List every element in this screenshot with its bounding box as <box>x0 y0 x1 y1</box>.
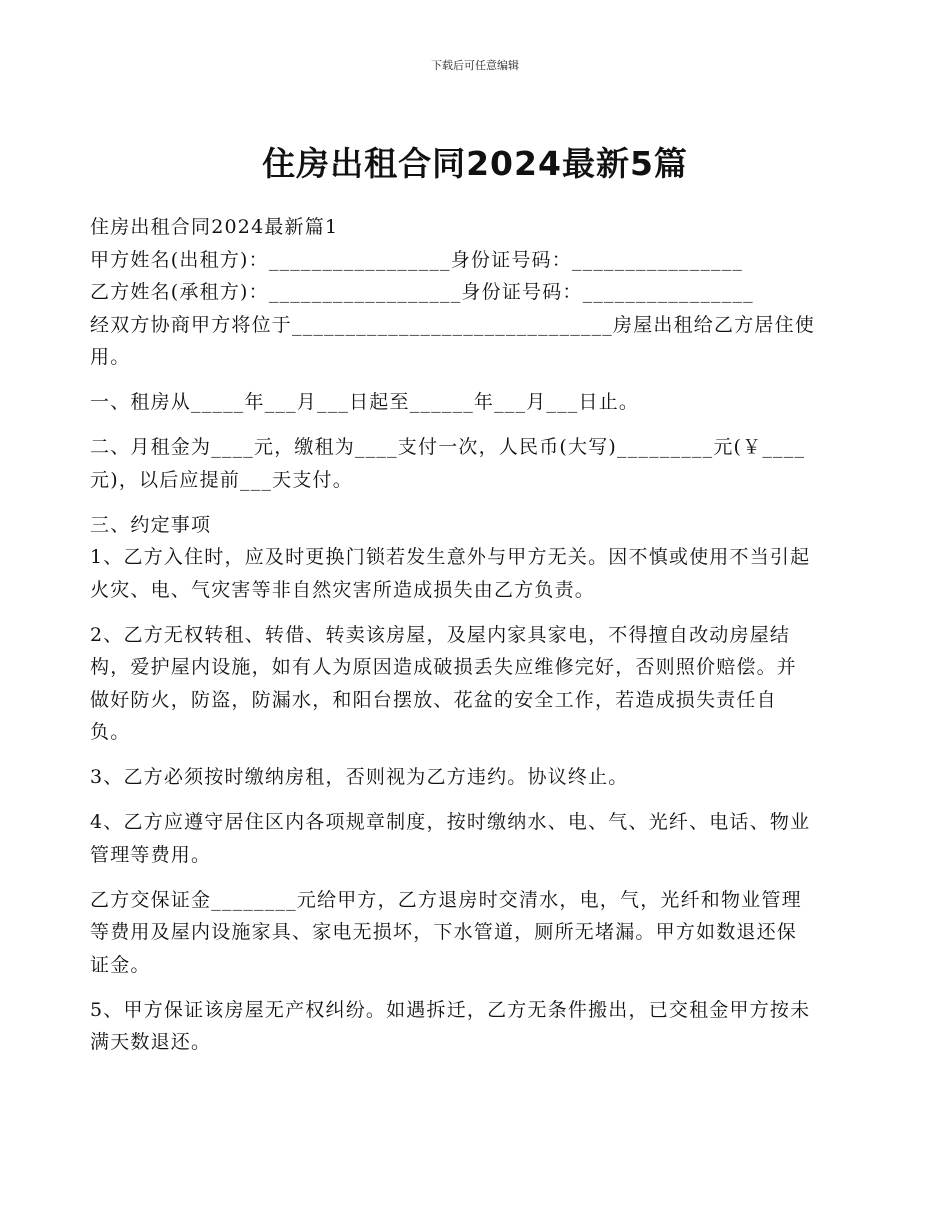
clause-5: 5、甲方保证该房屋无产权纠纷。如遇拆迁，乙方无条件搬出，已交租金甲方按未 <box>90 998 811 1021</box>
clause-1-cont: 火灾、电、气灾害等非自然灾害所造成损失由乙方负责。 <box>90 578 596 601</box>
property-line: 经双方协商甲方将位于______________________________房屋出租给乙方居住使 <box>90 313 816 336</box>
agreement-heading: 三、约定事项 <box>90 513 212 536</box>
rent-line: 二、月租金为____元，缴租为____支付一次，人民币(大写)_________元(￥____ <box>90 436 806 458</box>
clause-1: 1、乙方入住时，应及时更换门锁若发生意外与甲方无关。因不慎或使用不当引起 <box>90 546 811 568</box>
clause-3: 3、乙方必须按时缴纳房租，否则视为乙方违约。协议终止。 <box>90 766 629 788</box>
deposit-paragraph: 乙方交保证金________元给甲方，乙方退房时交清水，电，气，光纤和物业管理 <box>90 888 802 911</box>
party-b-line: 乙方姓名(承租方)：__________________身份证号码：________________ <box>90 281 754 303</box>
section-heading: 住房出租合同2024最新篇1 <box>90 216 339 238</box>
clause-2: 2、乙方无权转租、转借、转卖该房屋，及屋内家具家电，不得擅自改动房屋结 <box>90 623 791 646</box>
clause-2-cont: 做好防火，防盗，防漏水，和阳台摆放、花盆的安全工作，若造成损失责任自 <box>90 688 777 711</box>
clause-2-cont: 负。 <box>90 721 131 743</box>
clause-5-cont: 满天数退还。 <box>90 1031 212 1053</box>
document-body <box>90 211 865 1059</box>
rent-line-cont: 元)，以后应提前___天支付。 <box>90 468 353 491</box>
term-line: 一、租房从_____年___月___日起至______年___月___日止。 <box>90 391 640 413</box>
clause-4: 4、乙方应遵守居住区内各项规章制度，按时缴纳水、电、气、光纤、电话、物业 <box>90 811 811 833</box>
header-note: 下载后可任意编辑 <box>431 59 519 72</box>
party-a-line: 甲方姓名(出租方)：_________________身份证号码：________________ <box>90 248 744 271</box>
clause-4-cont: 管理等费用。 <box>90 843 212 866</box>
deposit-paragraph-cont: 等费用及屋内设施家具、家电无损坏，下水管道，厕所无堵漏。甲方如数退还保 <box>90 921 798 943</box>
deposit-paragraph-cont: 证金。 <box>90 953 151 976</box>
document-title: 住房出租合同2024最新5篇 <box>262 144 688 183</box>
clause-2-cont: 构，爱护屋内设施，如有人为原因造成破损丢失应维修完好，否则照价赔偿。并 <box>90 656 798 678</box>
property-line-cont: 用。 <box>90 346 131 368</box>
